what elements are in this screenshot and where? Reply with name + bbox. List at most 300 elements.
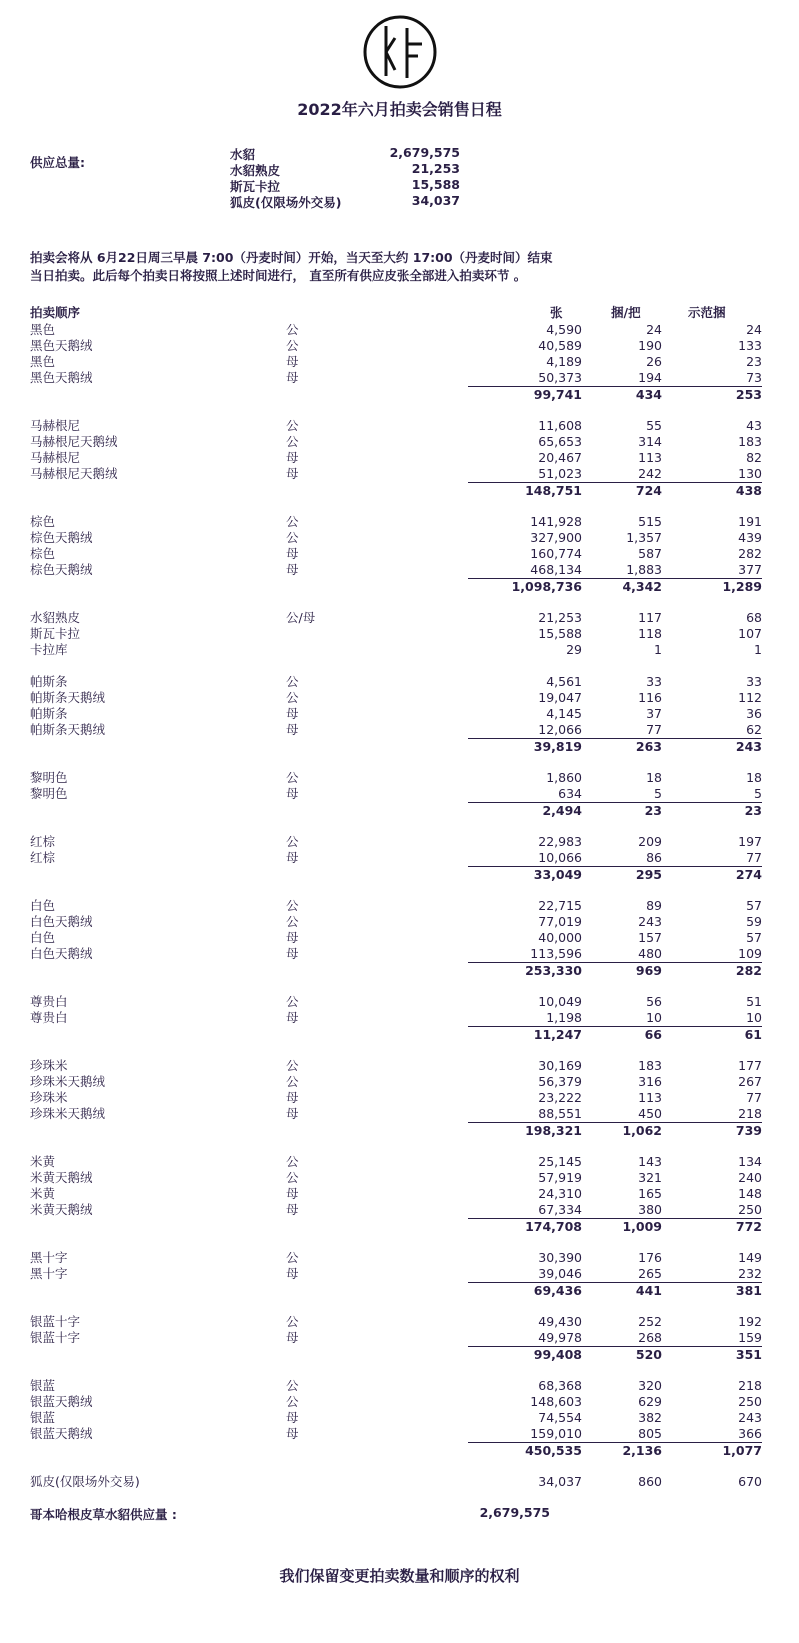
subtotal-sample: 282 (735, 963, 762, 978)
item-sample: 192 (738, 1314, 762, 1329)
item-name: 帕斯条天鹅绒 (30, 690, 106, 705)
item-sample: 439 (738, 530, 762, 545)
table-row (30, 1090, 762, 1106)
item-skins: 10,066 (538, 850, 582, 865)
item-bundles: 194 (638, 370, 662, 385)
item-skins: 141,928 (530, 514, 582, 529)
item-skins: 50,373 (538, 370, 582, 385)
subtotal-bundles: 295 (635, 867, 662, 882)
table-row (30, 786, 762, 802)
item-skins: 29 (566, 642, 582, 657)
subtotal-bundles: 441 (635, 1283, 662, 1298)
item-bundles: 77 (646, 722, 662, 737)
item-bundles: 18 (646, 770, 662, 785)
item-sex: 母 (286, 1202, 299, 1217)
item-skins: 68,368 (538, 1378, 582, 1393)
item-sex: 母 (286, 786, 299, 801)
item-name: 棕色天鹅绒 (30, 562, 93, 577)
footer-label: 哥本哈根皮草水貂供应量 : (30, 1507, 177, 1522)
item-sample: 1 (754, 642, 762, 657)
subtotal-skins: 1,098,736 (511, 579, 582, 594)
subtotal-bundles: 23 (644, 803, 662, 818)
item-bundles: 143 (638, 1154, 662, 1169)
item-skins: 23,222 (538, 1090, 582, 1105)
item-sample: 18 (746, 770, 762, 785)
item-bundles: 515 (638, 514, 662, 529)
item-sample: 130 (738, 466, 762, 481)
item-name: 米黄 (30, 1154, 56, 1169)
item-sample: 240 (738, 1170, 762, 1185)
item-sex: 母 (286, 1330, 299, 1345)
item-name: 马赫根尼天鹅绒 (30, 434, 118, 449)
item-name: 银蓝天鹅绒 (30, 1394, 93, 1409)
item-sample: 183 (738, 434, 762, 449)
subtotal-skins: 198,321 (525, 1123, 582, 1138)
item-skins: 39,046 (538, 1266, 582, 1281)
item-name: 米黄 (30, 1186, 56, 1201)
item-skins: 49,978 (538, 1330, 582, 1345)
subtotal-bundles: 520 (635, 1347, 662, 1362)
item-skins: 4,561 (546, 674, 582, 689)
item-name: 马赫根尼 (30, 450, 81, 465)
item-skins: 21,253 (538, 610, 582, 625)
item-name: 白色 (30, 898, 56, 913)
supply-row (230, 193, 460, 209)
supply-name: 斯瓦卡拉 (230, 179, 281, 194)
item-sex: 公 (286, 914, 299, 929)
item-bundles: 629 (638, 1394, 662, 1409)
item-sex: 母 (286, 1186, 299, 1201)
table-row (30, 1474, 762, 1490)
item-sex: 母 (286, 354, 299, 369)
subtotal-skins: 99,741 (533, 387, 582, 402)
item-sample: 77 (746, 850, 762, 865)
item-sample: 43 (746, 418, 762, 433)
item-skins: 20,467 (538, 450, 582, 465)
item-name: 帕斯条天鹅绒 (30, 722, 106, 737)
subtotal-sample: 1,289 (722, 579, 762, 594)
table-row (30, 450, 762, 466)
item-sample: 377 (738, 562, 762, 577)
item-sex: 母 (286, 1090, 299, 1105)
table-row (30, 354, 762, 370)
table-row (30, 562, 762, 578)
item-skins: 51,023 (538, 466, 582, 481)
item-bundles: 265 (638, 1266, 662, 1281)
subtotal-row (30, 803, 762, 819)
item-bundles: 26 (646, 354, 662, 369)
subtotal-skins: 2,494 (542, 803, 582, 818)
subtotal-sample: 1,077 (722, 1443, 762, 1458)
table-row (30, 1186, 762, 1202)
subtotal-bundles: 66 (644, 1027, 662, 1042)
item-skins: 159,010 (530, 1426, 582, 1441)
item-bundles: 860 (638, 1474, 662, 1489)
subtotal-skins: 69,436 (533, 1283, 582, 1298)
item-skins: 4,590 (546, 322, 582, 337)
table-row (30, 434, 762, 450)
item-name: 银蓝 (30, 1378, 56, 1393)
item-sample: 250 (738, 1394, 762, 1409)
table-row (30, 994, 762, 1010)
item-sex: 母 (286, 1410, 299, 1425)
supply-value: 2,679,575 (389, 145, 460, 160)
item-bundles: 380 (638, 1202, 662, 1217)
item-name: 马赫根尼天鹅绒 (30, 466, 118, 481)
item-sex: 公 (286, 770, 299, 785)
item-sex: 母 (286, 930, 299, 945)
item-sample: 267 (738, 1074, 762, 1089)
item-skins: 10,049 (538, 994, 582, 1009)
item-bundles: 450 (638, 1106, 662, 1121)
item-bundles: 320 (638, 1378, 662, 1393)
table-row (30, 1202, 762, 1218)
table-row (30, 1378, 762, 1394)
item-skins: 1,860 (546, 770, 582, 785)
supply-label: 供应总量: (30, 155, 85, 170)
item-bundles: 55 (646, 418, 662, 433)
header-sample: 示范捆 (688, 305, 726, 320)
item-sex: 公 (286, 1170, 299, 1185)
subtotal-skins: 450,535 (525, 1443, 582, 1458)
supply-row (230, 145, 460, 161)
item-sex: 公 (286, 1314, 299, 1329)
subtotal-skins: 11,247 (533, 1027, 582, 1042)
item-bundles: 268 (638, 1330, 662, 1345)
item-bundles: 321 (638, 1170, 662, 1185)
item-skins: 40,000 (538, 930, 582, 945)
subtotal-bundles: 724 (635, 483, 662, 498)
table-row (30, 722, 762, 738)
subtotal-row (30, 579, 762, 595)
item-name: 珍珠米天鹅绒 (30, 1074, 106, 1089)
item-skins: 4,189 (546, 354, 582, 369)
item-sex: 公 (286, 1074, 299, 1089)
item-sex: 母 (286, 1266, 299, 1281)
item-bundles: 1,357 (626, 530, 662, 545)
item-sex: 母 (286, 450, 299, 465)
header-bundles: 捆/把 (611, 305, 641, 320)
table-row (30, 1010, 762, 1026)
item-sex: 公 (286, 530, 299, 545)
table-row (30, 1058, 762, 1074)
item-sample: 243 (738, 1410, 762, 1425)
table-row (30, 546, 762, 562)
item-sex: 母 (286, 562, 299, 577)
item-bundles: 480 (638, 946, 662, 961)
item-sample: 62 (746, 722, 762, 737)
item-bundles: 118 (638, 626, 662, 641)
item-sex: 公 (286, 1250, 299, 1265)
table-row (30, 770, 762, 786)
subtotal-sample: 253 (735, 387, 762, 402)
item-skins: 11,608 (538, 418, 582, 433)
item-bundles: 5 (654, 786, 662, 801)
item-sample: 5 (754, 786, 762, 801)
item-skins: 65,653 (538, 434, 582, 449)
item-skins: 160,774 (530, 546, 582, 561)
item-name: 狐皮(仅限场外交易) (30, 1474, 140, 1489)
item-skins: 327,900 (530, 530, 582, 545)
item-sex: 公 (286, 1378, 299, 1393)
item-name: 帕斯条 (30, 674, 68, 689)
table-row (30, 514, 762, 530)
item-sample: 232 (738, 1266, 762, 1281)
item-bundles: 33 (646, 674, 662, 689)
item-bundles: 1 (654, 642, 662, 657)
item-sex: 母 (286, 1426, 299, 1441)
table-row (30, 1330, 762, 1346)
subtotal-skins: 39,819 (533, 739, 582, 754)
table-row (30, 1106, 762, 1122)
item-sex: 母 (286, 466, 299, 481)
item-sample: 10 (746, 1010, 762, 1025)
item-skins: 4,145 (546, 706, 582, 721)
table-row (30, 706, 762, 722)
item-name: 珍珠米 (30, 1058, 68, 1073)
item-bundles: 587 (638, 546, 662, 561)
item-sample: 24 (746, 322, 762, 337)
item-bundles: 242 (638, 466, 662, 481)
item-name: 黑色天鹅绒 (30, 370, 93, 385)
supply-value: 15,588 (411, 177, 460, 192)
item-skins: 634 (558, 786, 582, 801)
item-skins: 19,047 (538, 690, 582, 705)
table-row (30, 1154, 762, 1170)
item-skins: 22,983 (538, 834, 582, 849)
subtotal-row (30, 483, 762, 499)
item-bundles: 243 (638, 914, 662, 929)
table-row (30, 626, 762, 642)
reserve-rights-note: 我们保留变更拍卖数量和顺序的权利 (279, 1567, 520, 1585)
item-name: 黑色天鹅绒 (30, 338, 93, 353)
item-name: 棕色 (30, 514, 56, 529)
item-name: 米黄天鹅绒 (30, 1202, 93, 1217)
subtotal-sample: 243 (735, 739, 762, 754)
item-skins: 15,588 (538, 626, 582, 641)
subtotal-bundles: 2,136 (622, 1443, 662, 1458)
supply-value: 21,253 (411, 161, 460, 176)
item-sex: 母 (286, 706, 299, 721)
item-sample: 159 (738, 1330, 762, 1345)
subtotal-bundles: 434 (635, 387, 662, 402)
item-name: 白色 (30, 930, 56, 945)
item-bundles: 209 (638, 834, 662, 849)
item-name: 马赫根尼 (30, 418, 81, 433)
item-bundles: 805 (638, 1426, 662, 1441)
item-name: 黎明色 (30, 770, 68, 785)
item-sex: 母 (286, 722, 299, 737)
item-name: 珍珠米 (30, 1090, 68, 1105)
item-bundles: 37 (646, 706, 662, 721)
item-skins: 22,715 (538, 898, 582, 913)
item-name: 珍珠米天鹅绒 (30, 1106, 106, 1121)
item-sample: 148 (738, 1186, 762, 1201)
item-sample: 23 (746, 354, 762, 369)
item-sex: 公 (286, 690, 299, 705)
item-sample: 282 (738, 546, 762, 561)
item-name: 黑十字 (30, 1266, 68, 1281)
item-name: 黑色 (30, 322, 56, 337)
item-sex: 公/母 (286, 610, 316, 625)
item-sample: 134 (738, 1154, 762, 1169)
table-row (30, 322, 762, 338)
item-skins: 40,589 (538, 338, 582, 353)
item-bundles: 382 (638, 1410, 662, 1425)
table-row (30, 1426, 762, 1442)
item-skins: 30,390 (538, 1250, 582, 1265)
subtotal-sample: 438 (735, 483, 762, 498)
item-sex: 公 (286, 514, 299, 529)
item-bundles: 183 (638, 1058, 662, 1073)
subtotal-row (30, 387, 762, 403)
subtotal-sample: 381 (735, 1283, 762, 1298)
item-bundles: 314 (638, 434, 662, 449)
item-skins: 49,430 (538, 1314, 582, 1329)
item-sample: 77 (746, 1090, 762, 1105)
item-name: 白色天鹅绒 (30, 946, 93, 961)
item-skins: 468,134 (530, 562, 582, 577)
table-row (30, 834, 762, 850)
item-name: 棕色 (30, 546, 56, 561)
item-name: 白色天鹅绒 (30, 914, 93, 929)
item-sex: 母 (286, 1106, 299, 1121)
item-sample: 57 (746, 898, 762, 913)
item-sex: 公 (286, 434, 299, 449)
item-bundles: 113 (638, 1090, 662, 1105)
table-row (30, 1074, 762, 1090)
table-row (30, 1170, 762, 1186)
item-bundles: 10 (646, 1010, 662, 1025)
item-sex: 母 (286, 1010, 299, 1025)
item-sex: 母 (286, 546, 299, 561)
table-header (30, 305, 762, 321)
item-sex: 母 (286, 370, 299, 385)
table-row (30, 898, 762, 914)
footer-total-row (30, 1505, 730, 1521)
subtotal-sample: 61 (744, 1027, 762, 1042)
item-skins: 67,334 (538, 1202, 582, 1217)
table-row (30, 674, 762, 690)
header-skins: 张 (550, 305, 563, 320)
subtotal-row (30, 739, 762, 755)
item-sample: 218 (738, 1106, 762, 1121)
item-sex: 公 (286, 674, 299, 689)
item-name: 黑色 (30, 354, 56, 369)
table-row (30, 690, 762, 706)
kf-logo (362, 14, 438, 90)
item-skins: 113,596 (530, 946, 582, 961)
item-bundles: 24 (646, 322, 662, 337)
item-name: 银蓝十字 (30, 1314, 81, 1329)
table-row (30, 914, 762, 930)
item-sample: 197 (738, 834, 762, 849)
item-skins: 30,169 (538, 1058, 582, 1073)
item-sex: 公 (286, 994, 299, 1009)
table-row (30, 1314, 762, 1330)
item-name: 银蓝 (30, 1410, 56, 1425)
table-row (30, 466, 762, 482)
item-sample: 82 (746, 450, 762, 465)
item-skins: 12,066 (538, 722, 582, 737)
table-row (30, 946, 762, 962)
item-sample: 191 (738, 514, 762, 529)
item-bundles: 86 (646, 850, 662, 865)
table-row (30, 1394, 762, 1410)
table-row (30, 610, 762, 626)
item-sex: 公 (286, 1394, 299, 1409)
item-sample: 250 (738, 1202, 762, 1217)
item-sex: 母 (286, 850, 299, 865)
subtotal-row (30, 867, 762, 883)
item-sex: 公 (286, 898, 299, 913)
table-row (30, 1410, 762, 1426)
table-row (30, 930, 762, 946)
subtotal-row (30, 1123, 762, 1139)
item-bundles: 113 (638, 450, 662, 465)
table-row (30, 530, 762, 546)
item-sample: 51 (746, 994, 762, 1009)
item-sex: 公 (286, 338, 299, 353)
subtotal-sample: 351 (735, 1347, 762, 1362)
item-bundles: 157 (638, 930, 662, 945)
item-sample: 133 (738, 338, 762, 353)
subtotal-bundles: 263 (635, 739, 662, 754)
item-sample: 36 (746, 706, 762, 721)
item-sample: 59 (746, 914, 762, 929)
subtotal-skins: 99,408 (533, 1347, 582, 1362)
item-bundles: 89 (646, 898, 662, 913)
item-name: 尊贵白 (30, 1010, 68, 1025)
subtotal-skins: 33,049 (533, 867, 582, 882)
item-sex: 公 (286, 1058, 299, 1073)
subtotal-sample: 739 (735, 1123, 762, 1138)
supply-name: 水貂 (230, 147, 256, 162)
item-name: 水貂熟皮 (30, 610, 81, 625)
supply-name: 水貂熟皮 (230, 163, 281, 178)
item-sample: 112 (738, 690, 762, 705)
notice-line-2: 当日拍卖。此后每个拍卖日将按照上述时间进行， 直至所有供应皮张全部进入拍卖环节 。 (30, 268, 527, 283)
item-sample: 68 (746, 610, 762, 625)
subtotal-skins: 148,751 (525, 483, 582, 498)
item-sample: 670 (738, 1474, 762, 1489)
item-sex: 公 (286, 834, 299, 849)
item-name: 红棕 (30, 850, 56, 865)
table-row (30, 370, 762, 386)
table-row (30, 1266, 762, 1282)
item-skins: 57,919 (538, 1170, 582, 1185)
item-bundles: 190 (638, 338, 662, 353)
item-sample: 57 (746, 930, 762, 945)
item-bundles: 56 (646, 994, 662, 1009)
subtotal-skins: 253,330 (525, 963, 582, 978)
subtotal-bundles: 969 (635, 963, 662, 978)
item-sex: 公 (286, 418, 299, 433)
subtotal-row (30, 1219, 762, 1235)
item-bundles: 252 (638, 1314, 662, 1329)
item-sample: 107 (738, 626, 762, 641)
item-name: 红棕 (30, 834, 56, 849)
item-bundles: 117 (638, 610, 662, 625)
page-title: 2022年六月拍卖会销售日程 (297, 100, 502, 119)
subtotal-row (30, 1443, 762, 1459)
item-sample: 33 (746, 674, 762, 689)
item-skins: 88,551 (538, 1106, 582, 1121)
subtotal-bundles: 4,342 (622, 579, 662, 594)
subtotal-row (30, 1347, 762, 1363)
subtotal-row (30, 1027, 762, 1043)
subtotal-row (30, 963, 762, 979)
